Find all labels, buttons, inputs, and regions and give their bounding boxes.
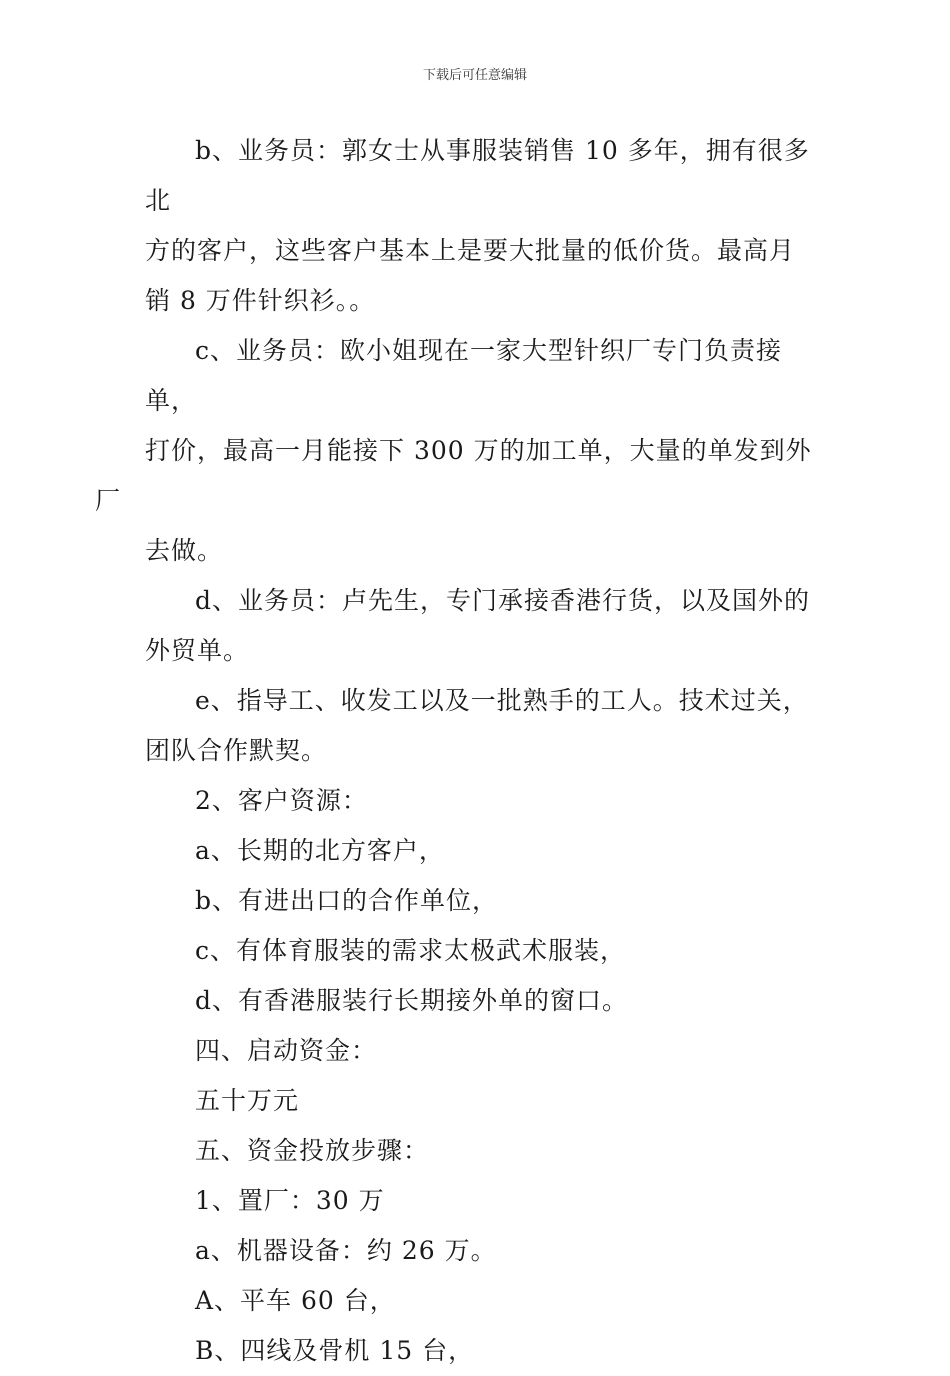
text-line: e、指导工、收发工以及一批熟手的工人。技术过关， (195, 686, 809, 715)
paragraph-workers-e (145, 676, 813, 776)
list-item: B、四线及骨机 15 台， (195, 1336, 475, 1365)
text-line: 方的客户，这些客户基本上是要大批量的低价货。最高月 (145, 236, 796, 265)
list-item: 1、置厂：30 万 (195, 1186, 385, 1215)
text-line: 销 8 万件针织衫。。 (145, 286, 376, 315)
paragraph-salesperson-b (145, 126, 813, 326)
startup-capital-amount: 五十万元 (195, 1086, 300, 1115)
list-item: a、长期的北方客户， (195, 836, 445, 865)
header-note: 下载后可任意编辑 (422, 68, 527, 83)
text-line: 打价，最高一月能接下 300 万的加工单，大量的单发到外厂 (95, 436, 812, 515)
list-item: d、有香港服装行长期接外单的窗口。 (195, 986, 629, 1015)
text-line: 团队合作默契。 (145, 736, 328, 765)
text-line: d、业务员：卢先生，专门承接香港行货，以及国外的 (195, 586, 811, 615)
text-line: b、业务员：郭女士从事服装销售 10 多年，拥有很多北 (145, 136, 810, 215)
list-item: a、机器设备：约 26 万。 (195, 1236, 497, 1265)
text-line: 外贸单。 (145, 636, 250, 665)
paragraph-salesperson-d (145, 576, 813, 676)
list-item: c、有体育服装的需求太极武术服装， (195, 936, 627, 965)
list-item: b、有进出口的合作单位， (195, 886, 499, 915)
list-item: A、平车 60 台， (195, 1286, 396, 1315)
heading-startup-capital: 四、启动资金： (195, 1036, 378, 1065)
text-line: 去做。 (145, 536, 224, 565)
text-line: c、业务员：欧小姐现在一家大型针织厂专门负责接单， (145, 336, 783, 415)
document-body (95, 126, 813, 1376)
paragraph-salesperson-c (95, 326, 813, 576)
heading-customer-resources: 2、客户资源： (195, 786, 368, 815)
heading-investment-steps: 五、资金投放步骤： (195, 1136, 430, 1165)
